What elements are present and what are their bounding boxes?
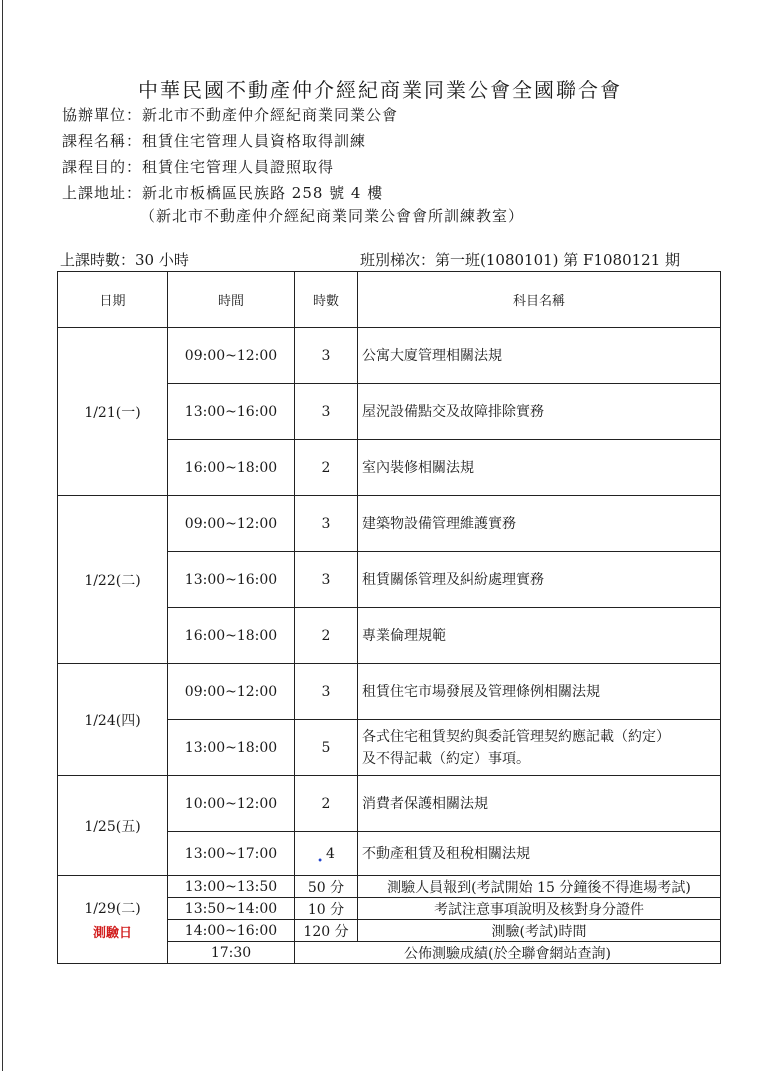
class-info: 班別梯次：第一班(1080101) 第 F1080121 期 — [360, 251, 681, 269]
hours-cell: 2 — [295, 440, 358, 496]
subject-line: 各式住宅租賃契約與委託管理契約應記載（約定） — [362, 728, 670, 745]
stray-dot-mark: • — [317, 855, 323, 867]
schedule-table — [57, 271, 721, 964]
table-row — [58, 664, 721, 720]
subject-cell: 測驗人員報到(考試開始 15 分鐘後不得進場考試) — [358, 876, 721, 898]
table-row — [58, 876, 721, 898]
address-note: （新北市不動產仲介經紀商業同業公會會所訓練教室） — [140, 207, 525, 225]
subject-cell: 租賃關係管理及糾紛處理實務 — [358, 552, 721, 608]
subject-cell — [358, 720, 721, 776]
hours-cell: 3 — [295, 664, 358, 720]
time-cell: 17:30 — [168, 942, 295, 964]
time-cell: 10:00~12:00 — [168, 776, 295, 832]
header-row — [58, 272, 721, 328]
time-cell: 13:50~14:00 — [168, 898, 295, 920]
time-cell: 13:00~13:50 — [168, 876, 295, 898]
time-cell: 16:00~18:00 — [168, 440, 295, 496]
subject-cell: 考試注意事項說明及核對身分證件 — [358, 898, 721, 920]
hours-cell: 5 — [295, 720, 358, 776]
subject-line: 及不得記載（約定）事項。 — [362, 750, 530, 767]
time-cell: 13:00~17:00 — [168, 832, 295, 876]
time-cell: 13:00~16:00 — [168, 552, 295, 608]
subject-cell: 建築物設備管理維護實務 — [358, 496, 721, 552]
course-goal-line: 課程目的：租賃住宅管理人員證照取得 — [62, 158, 335, 176]
table-row — [58, 496, 721, 552]
time-cell: 09:00~12:00 — [168, 328, 295, 384]
header-hours: 時數 — [295, 272, 358, 328]
subject-cell: 消費者保護相關法規 — [358, 776, 721, 832]
header-time: 時間 — [168, 272, 295, 328]
course-name-line: 課程名稱：租賃住宅管理人員資格取得訓練 — [62, 132, 367, 150]
time-cell: 09:00~12:00 — [168, 664, 295, 720]
date-cell: 1/21(一) — [58, 328, 168, 496]
subject-cell: 室內裝修相關法規 — [358, 440, 721, 496]
time-cell: 14:00~16:00 — [168, 920, 295, 942]
date-cell: 1/25(五) — [58, 776, 168, 876]
hours-cell: 3 — [295, 328, 358, 384]
time-cell: 13:00~18:00 — [168, 720, 295, 776]
hours-cell: 2 — [295, 776, 358, 832]
subject-cell: 專業倫理規範 — [358, 608, 721, 664]
subject-cell: 屋況設備點交及故障排除實務 — [358, 384, 721, 440]
date-cell — [58, 876, 168, 964]
subject-cell: 租賃住宅市場發展及管理條例相關法規 — [358, 664, 721, 720]
hours-cell: 3 — [295, 496, 358, 552]
table-row — [58, 776, 721, 832]
cosponsor-line: 協辦單位：新北市不動產仲介經紀商業同業公會 — [62, 106, 399, 124]
exam-date: 1/29(二) — [84, 901, 141, 917]
hours-cell: 3 — [295, 552, 358, 608]
time-cell: 16:00~18:00 — [168, 608, 295, 664]
address-line: 上課地址：新北市板橋區民族路 258 號 4 樓 — [62, 184, 384, 202]
subject-cell: 公佈測驗成績(於全聯會網站查詢) — [295, 942, 721, 964]
page-title: 中華民國不動產仲介經紀商業同業公會全國聯合會 — [138, 78, 622, 102]
table-row — [58, 328, 721, 384]
page-edge — [2, 0, 3, 1071]
total-hours: 上課時數：30 小時 — [60, 251, 189, 269]
hours-cell: 50 分 — [295, 876, 358, 898]
time-cell: 09:00~12:00 — [168, 496, 295, 552]
header-subject: 科目名稱 — [358, 272, 721, 328]
time-cell: 13:00~16:00 — [168, 384, 295, 440]
hours-cell — [295, 832, 358, 876]
date-cell: 1/22(二) — [58, 496, 168, 664]
subject-cell: 公寓大廈管理相關法規 — [358, 328, 721, 384]
exam-day-label: 測驗日 — [92, 926, 132, 941]
header-date: 日期 — [58, 272, 168, 328]
subject-cell: 不動產租賃及租稅相關法規 — [358, 832, 721, 876]
date-cell: 1/24(四) — [58, 664, 168, 776]
hours-cell: 120 分 — [295, 920, 358, 942]
hours-cell: 3 — [295, 384, 358, 440]
hours-cell: 2 — [295, 608, 358, 664]
hours-cell: 10 分 — [295, 898, 358, 920]
subject-cell: 測驗(考試)時間 — [358, 920, 721, 942]
hours-value: 4 — [325, 845, 335, 862]
